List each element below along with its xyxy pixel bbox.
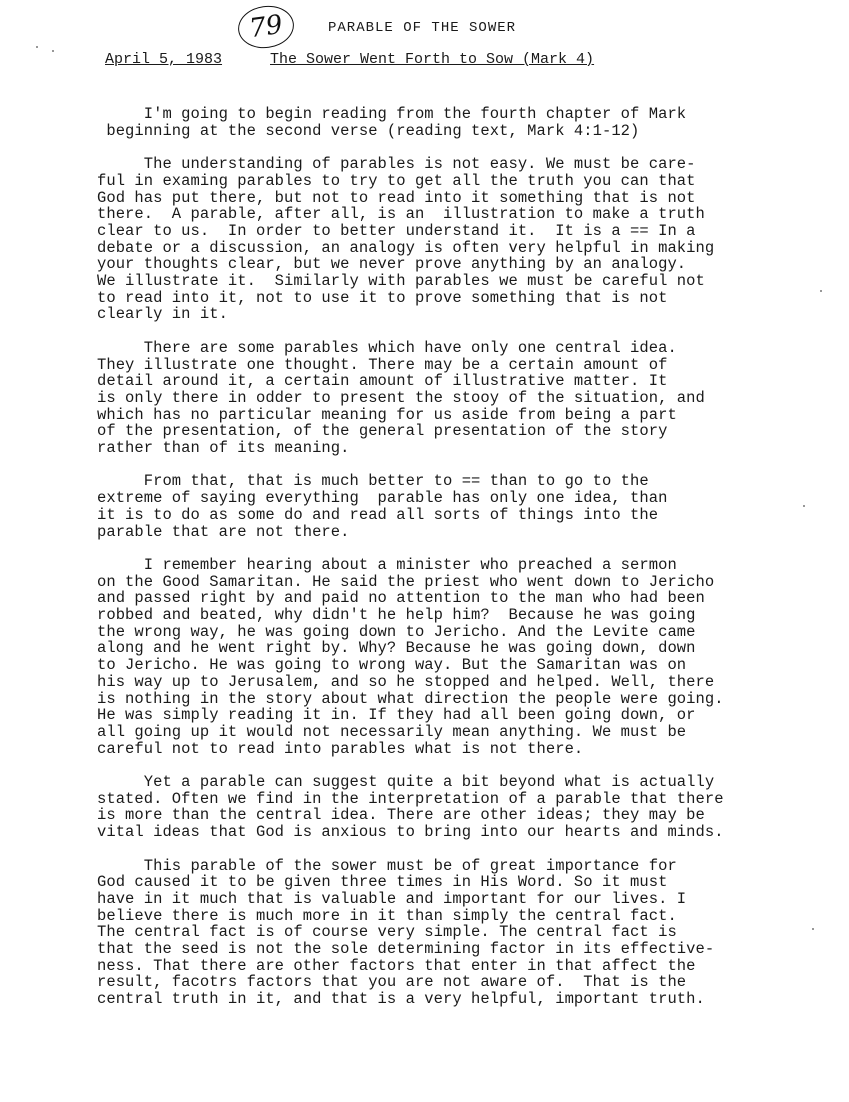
paragraph-sower: This parable of the sower must be of great importance for God caused it to be given three times in His Word. So it must have in it much that is valuable and important for our lives. I believe there is much more in it than simply the central fact. The central fact is of course very simple. The central fact is that the seed is not the sole determining factor in its effective- ness. That there are other factors that enter in that affect the result, facotrs factors that you are not aware of. That is the central truth in it, and that is a very helpful, important truth. [97, 856, 715, 1009]
scan-speck [812, 928, 814, 930]
scan-speck [820, 290, 822, 292]
paragraph-intro: I'm going to begin reading from the fourth chapter of Mark beginning at the second verse (reading text, Mark 4:1-12) [106, 105, 687, 140]
scan-speck [36, 46, 38, 48]
document-title: PARABLE OF THE SOWER [328, 20, 517, 36]
sermon-body [97, 106, 797, 1025]
paragraph-good-samaritan: I remember hearing about a minister who preached a sermon on the Good Samaritan. He said the priest who went down to Jericho and passed right by and paid no attention to the man who had been robbed and beated, why didn't he help him? Because he was going the wrong way, he was going down to Jericho. And the Levite came along and he went right by. Why? Because he was going down, down to Jericho. He was going to wrong way. But the Samaritan was on his way up to Jerusalem, and so he stopped and helped. Well, there is nothing in the story about what direction the people were going. He was simply reading it in. If they had all been going down, or all going up it would not necessarily mean anything. We must be careful not to read into parables what is not there. [97, 555, 724, 758]
paragraph-suggest: Yet a parable can suggest quite a bit beyond what is actually stated. Often we find in the interpretation of a parable that there is more than the central idea. There are other ideas; they may be vital ideas that God is anxious to bring into our hearts and minds. [97, 773, 724, 842]
handwritten-page-number: 79 [235, 2, 296, 51]
paragraph-central-idea: There are some parables which have only one central idea. They illustrate one thought. There may be a certain amount of detail around it, a certain amount of illustrative matter. It is only there in odder to present the stooy of the situation, and which has no particular meaning for us aside from being a part of the presentation, of the general presentation of the story rather than of its meaning. [97, 338, 705, 458]
scan-speck [803, 505, 805, 507]
paragraph-understanding: The understanding of parables is not easy. We must be care- ful in examing parables to try to get all the truth you can that God has put there, but not to read into it something that is not there. A parable, after all, is an illustration to make a truth clear to us. In order to better understand it. It is a == In a debate or a discussion, an analogy is often very helpful in making your thoughts clear, but we never prove anything by an analogy. We illustrate it. Similarly with parables we must be careful not to read into it, not to use it to prove something that is not clearly in it. [97, 155, 715, 324]
paragraph-extreme: From that, that is much better to == than to go to the extreme of saying everything parable has only one idea, than it is to do as some do and read all sorts of things into the parable that are not there. [97, 472, 668, 541]
sermon-subtitle: The Sower Went Forth to Sow (Mark 4) [270, 51, 595, 68]
sermon-date: April 5, 1983 [105, 51, 223, 68]
scan-speck [52, 50, 54, 52]
